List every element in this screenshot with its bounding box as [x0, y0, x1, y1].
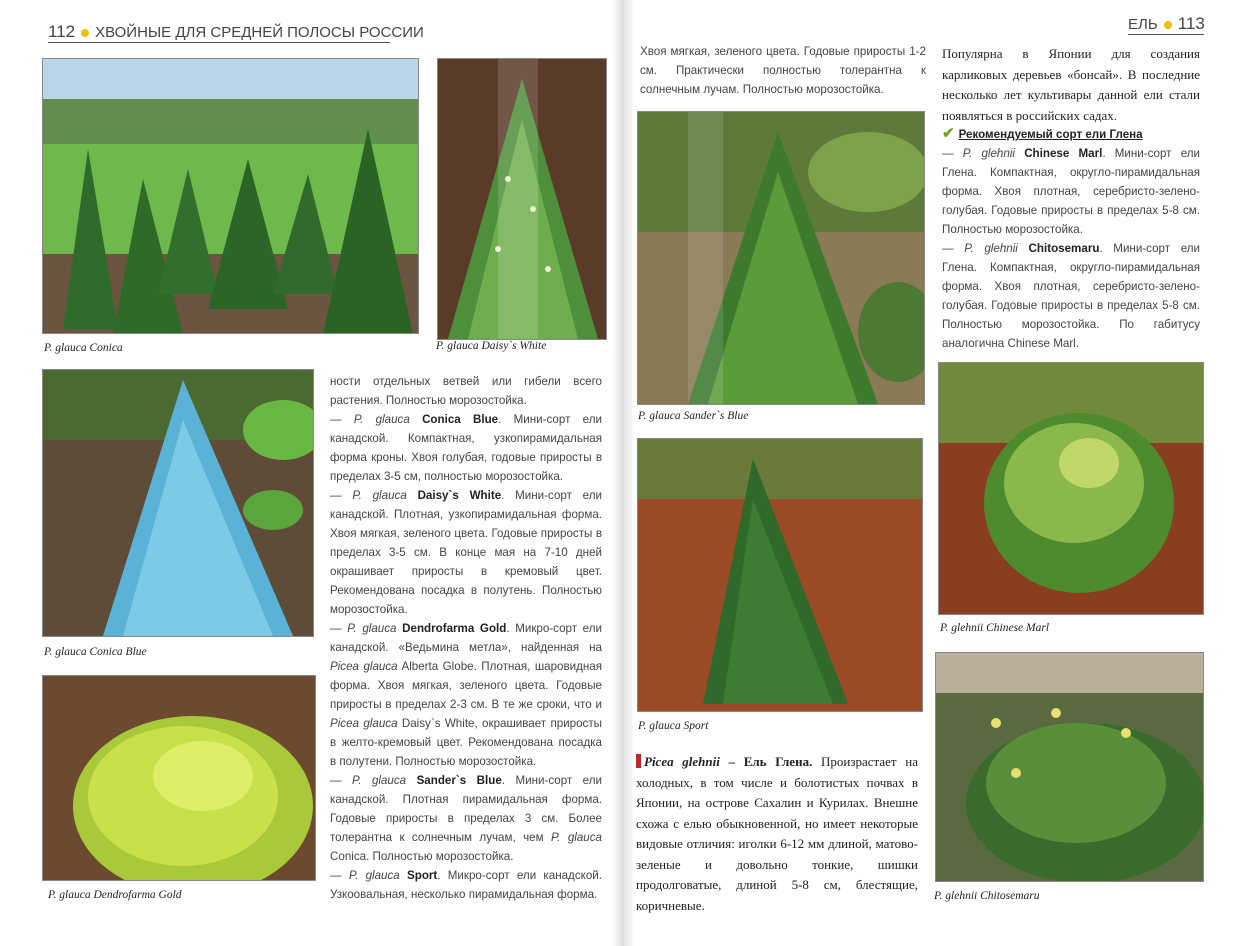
caption-conica: P. glauca Conica — [44, 342, 123, 354]
check-icon: ✔ — [942, 125, 955, 142]
left-text-column — [330, 372, 602, 904]
page-number-right: 113 — [1177, 14, 1205, 33]
left-header-rule — [48, 42, 390, 43]
caption-daisys-white: P. glauca Daisy`s White — [436, 340, 547, 352]
paragraph-chitosemaru: — P. glehnii Chitosemaru. Мини-сорт ели Глена. Компактная, округло-пирамидальная форма. Хвоя плотная, серебристо-зелено-голубая. Годовые приросты в пределах 5-8 см. Полностью морозостойка. По габитусу аналогична Chinese Marl. — [942, 242, 1200, 350]
header-dot-icon — [1164, 21, 1172, 29]
caption-sport: P. glauca Sport — [638, 720, 709, 732]
photo-chitosemaru — [935, 652, 1204, 882]
caption-dendrofarma-gold: P. glauca Dendrofarma Gold — [48, 889, 182, 901]
header-dot-icon — [81, 29, 89, 37]
caption-chinese-marl: P. glehnii Chinese Marl — [940, 622, 1050, 634]
caption-chitosemaru: P. glehnii Chitosemaru — [934, 890, 1040, 902]
right-page-header — [1128, 14, 1205, 34]
bonsai-paragraph: Популярна в Японии для создания карликовых деревьев «бонсай». В последние несколько лет культивары данной ели стали появляться в российских садах. — [942, 46, 1200, 123]
photo-sanders-blue — [637, 111, 925, 405]
photo-conica — [42, 58, 419, 334]
paragraph-continuation: ности отдельных ветвей или гибели всего растения. Полностью морозостойка. — [330, 375, 602, 407]
photo-dendrofarma-gold — [42, 675, 316, 881]
left-header-title: ХВОЙНЫЕ ДЛЯ СРЕДНЕЙ ПОЛОСЫ РОССИИ — [95, 24, 424, 41]
recommended-varieties — [942, 124, 1200, 353]
section-marker-icon — [636, 754, 641, 768]
caption-conica-blue: P. glauca Conica Blue — [44, 646, 147, 658]
paragraph-chinese-marl: — P. glehnii Chinese Marl. Мини-сорт ели Глена. Компактная, округло-пирамидальная форма. Хвоя плотная, серебристо-зелено-голубая. Годовые приросты в пределах 5-8 см. Полностью морозостойка. — [942, 147, 1200, 236]
paragraph-dendrofarma-gold: — P. glauca Dendrofarma Gold. Микро-сорт ели канадской. «Ведьмина метла», найденная на Picea glauca Alberta Globe. Плотная, шаровидная форма. Хвоя мягкая, зеленого цвета. Годовые приросты в пределах 2-3 см. В те же сроки, что и Picea glauca Daisy`s White, окрашивает приросты в желто-кремовый цвет. Рекомендована посадка в полутени. Полностью морозостойка. — [330, 622, 602, 768]
picea-glehnii-paragraph: Picea glehnii – Ель Глена. Произрастает на холодных, в том числе и болотистых почвах в Японии, на острове Сахалин и Курилах. Внешне схожа с елью обыкновенной, но имеет некоторые видовые отличия: иголки 6-12 мм длиной, матово-зеленые и довольно тонкие, шишки продолговатые, длиной 5-8 см, блестящие, коричневые. — [636, 754, 918, 913]
right-header-rule — [1128, 34, 1204, 35]
photo-conica-blue — [42, 369, 314, 637]
recommended-heading: ✔ Рекомендуемый сорт ели Глена — [942, 125, 1143, 142]
right-top-text: Хвоя мягкая, зеленого цвета. Годовые приросты 1-2 см. Практически полностью толерантна к солнечным лучам. Полностью морозостойка. — [640, 45, 926, 96]
photo-daisys-white — [437, 58, 607, 340]
paragraph-sport: — P. glauca Sport. Микро-сорт ели канадской. Узкоовальная, несколько пирамидальная форма. — [330, 869, 602, 901]
left-page-header — [48, 22, 424, 42]
right-header-title: ЕЛЬ — [1128, 16, 1158, 33]
photo-chinese-marl — [938, 362, 1204, 615]
caption-sanders-blue: P. glauca Sander`s Blue — [638, 410, 749, 422]
page-number-left: 112 — [48, 22, 76, 41]
book-gutter — [612, 0, 634, 946]
photo-sport — [637, 438, 923, 712]
paragraph-daisys-white: — P. glauca Daisy`s White. Мини-сорт ели канадской. Плотная, узкопирамидальная форма. Хвоя мягкая, зеленого цвета. Годовые приросты в пределах 3-5 см. В конце мая на 7-10 дней окрашивает приросты в кремовый цвет. Рекомендована посадка в полутень. Полностью морозостойка. — [330, 489, 602, 616]
paragraph-conica-blue: — P. glauca Conica Blue. Мини-сорт ели канадской. Компактная, узкопирамидальная форма кроны. Хвоя голубая, годовые приросты в пределах 3-5 см, полностью морозостойка. — [330, 413, 602, 483]
paragraph-sanders-blue: — P. glauca Sander`s Blue. Мини-сорт ели канадской. Плотная пирамидальная форма. Годовые приросты в пределах 3 см. Более толерантна к солнечным лучам, чем P. glauca Conica. Полностью морозостойка. — [330, 774, 602, 863]
